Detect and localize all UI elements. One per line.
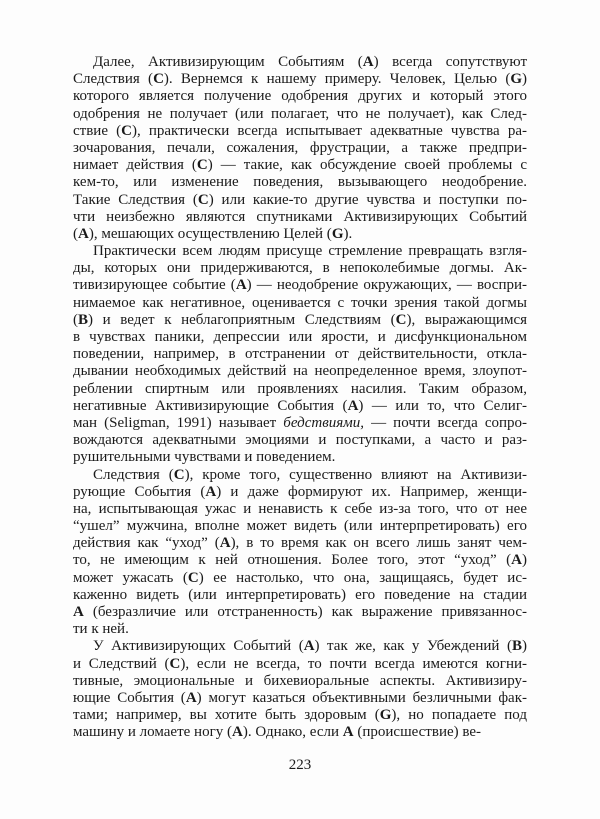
text-run: ющие События ( xyxy=(73,689,186,706)
bold-term: G xyxy=(510,71,522,88)
text-run: ) xyxy=(522,552,527,569)
bold-term: A xyxy=(73,604,84,620)
text-run: ), если не всегда, то почти всегда имеются когни- xyxy=(180,655,527,672)
bold-term: C xyxy=(197,191,209,208)
text-line xyxy=(73,157,527,174)
text-run: ти к ней. xyxy=(73,621,129,638)
paragraph xyxy=(73,54,527,243)
text-run: ). xyxy=(343,225,353,242)
italic-term: бедствиями, xyxy=(283,414,364,431)
text-run: машину и ломаете ногу ( xyxy=(73,724,232,741)
bold-term: A xyxy=(347,397,359,414)
text-run: ман (Seligman, 1991) называет xyxy=(73,414,284,431)
text-run: поведении, например, в отстранении от действительности, откла- xyxy=(73,346,527,363)
bold-term: A xyxy=(303,638,315,655)
text-run: ). Вернемся к нашему примеру. Человек, Целью ( xyxy=(163,71,511,88)
text-line xyxy=(73,243,527,260)
text-line xyxy=(73,381,527,398)
text-run: ), выражающимся xyxy=(406,311,528,328)
text-run: ), в то время как он всего лишь занят чем- xyxy=(230,535,528,552)
bold-term: C xyxy=(187,569,199,586)
text-run: нимаемое как негативное, оценивается с точки зрения такой догмы xyxy=(73,294,527,311)
text-line xyxy=(73,690,527,707)
text-line xyxy=(73,673,527,690)
text-run: Следствия ( xyxy=(93,466,174,483)
text-line xyxy=(73,106,527,123)
text-line xyxy=(73,192,527,209)
text-run: Такие Следствия ( xyxy=(73,191,198,208)
bold-term: A xyxy=(511,552,522,569)
text-run: рующие События ( xyxy=(73,483,206,500)
bold-term: A xyxy=(205,483,217,500)
text-line xyxy=(73,260,527,277)
text-run: ), практически всегда испытывает адекватные чувства ра- xyxy=(131,122,527,139)
bold-term: A xyxy=(219,535,231,552)
text-run: ), но попадаете под xyxy=(391,707,527,724)
text-run: тами; например, вы хотите быть здоровым ( xyxy=(73,707,380,724)
bold-term: C xyxy=(173,466,185,483)
text-run: Практически всем людям присуще стремление превращать взгля- xyxy=(93,243,527,260)
bold-term: A xyxy=(185,689,197,706)
bold-term: C xyxy=(169,655,181,672)
text-run: ( xyxy=(73,225,78,242)
text-run: ) так же, как у Убеждений ( xyxy=(314,638,512,655)
text-run: ) — неодобрение окружающих, — воспри- xyxy=(246,277,528,294)
text-line xyxy=(73,88,527,105)
text-line xyxy=(73,432,527,449)
text-line xyxy=(73,295,527,312)
page-number: 223 xyxy=(288,757,312,773)
text-run: Далее, Активизирующим Событиям ( xyxy=(93,54,363,70)
text-run: на, испытывающая ужас и ненависть к себе из-за того, что от нее xyxy=(73,500,527,517)
text-line xyxy=(73,346,527,363)
text-run: ды, которых они придерживаются, в непоколебимые догмы. Ак- xyxy=(73,260,527,277)
text-run: чти неизбежно являются спутниками Активизирующих Событий xyxy=(73,208,527,225)
text-run: вождаются адекватными эмоциями и поступками, а часто и раз- xyxy=(73,432,527,449)
bold-term: C xyxy=(196,157,208,174)
text-line xyxy=(73,71,527,88)
text-run: Следствия ( xyxy=(73,71,154,88)
paragraph xyxy=(73,243,527,466)
text-line xyxy=(73,54,527,71)
text-line xyxy=(73,656,527,673)
text-run: кем-то, или изменение поведения, вызывающего неодобрение. xyxy=(73,174,527,191)
text-run: ) ее настолько, что она, защищаясь, будет ис- xyxy=(198,569,527,586)
text-line xyxy=(73,312,527,329)
text-run: реблении спиртным или проявлениях насилия. Таким образом, xyxy=(73,380,527,397)
text-run: ) и даже формируют их. Например, женщи- xyxy=(216,483,527,500)
body-text xyxy=(73,54,527,742)
text-line xyxy=(73,638,527,655)
text-line xyxy=(73,552,527,569)
text-line xyxy=(73,277,527,294)
text-run: тивные, эмоциональные и бихевиоральные аспекты. Активизиру- xyxy=(73,672,527,689)
text-run: ) или какие-то другие чувства и поступки по- xyxy=(208,191,528,208)
paragraph xyxy=(73,467,527,639)
text-run: в чувствах паники, депрессии или ярости, и дисфункциональном xyxy=(73,329,527,345)
bold-term: C xyxy=(153,71,164,88)
text-run: “ушел” мужчина, вполне может видеть (или интерпретировать) его xyxy=(73,518,527,535)
bold-term: G xyxy=(331,225,344,242)
text-line xyxy=(73,467,527,484)
text-run: зочарования, печали, сожаления, фрустрации, а также предпри- xyxy=(73,139,527,156)
text-run: дывании необходимых действий на неопределенное время, злоупот- xyxy=(73,363,527,380)
text-run: каженно видеть (или интерпретировать) его поведение на стадии xyxy=(73,586,527,603)
bold-term: A xyxy=(342,724,354,741)
text-run: одобрения не получает (или полагает, что не получает), как След- xyxy=(73,105,527,122)
text-line xyxy=(73,329,527,346)
bold-term: B xyxy=(78,311,89,328)
text-run: ) xyxy=(522,638,527,655)
bold-term: B xyxy=(511,638,522,655)
text-run: ) xyxy=(522,71,527,88)
text-line xyxy=(73,123,527,140)
text-line xyxy=(73,707,527,724)
text-line xyxy=(73,140,527,157)
bold-term: C xyxy=(121,122,132,139)
bold-term: A xyxy=(362,54,374,70)
text-run: действия как “уход” ( xyxy=(73,535,220,552)
text-run: ствие ( xyxy=(73,122,122,139)
bold-term: A xyxy=(235,277,247,294)
text-run: может ужасать ( xyxy=(73,569,188,586)
text-run: тивизирующее событие ( xyxy=(73,277,236,294)
bold-term: A xyxy=(78,225,89,242)
text-run: ) могут казаться объективными безличными фак- xyxy=(196,689,527,706)
text-line xyxy=(73,174,527,191)
text-line xyxy=(73,724,527,741)
text-run: рушительными чувствами и поведением. xyxy=(73,449,336,466)
paragraph xyxy=(73,638,527,741)
text-run: которого является получение одобрения других и который этого xyxy=(73,88,527,105)
text-line xyxy=(73,621,527,638)
text-run: ) всегда сопутствуют xyxy=(373,54,527,70)
text-run: и Следствий ( xyxy=(73,655,170,672)
text-run: нимает действия ( xyxy=(73,157,197,174)
bold-term: C xyxy=(395,311,407,328)
text-line xyxy=(73,535,527,552)
text-line xyxy=(73,226,527,243)
text-line xyxy=(73,587,527,604)
bold-term: A xyxy=(231,724,243,741)
text-run: негативные Активизирующие События ( xyxy=(73,397,348,414)
text-line xyxy=(73,449,527,466)
text-line xyxy=(73,604,527,621)
text-line xyxy=(73,209,527,226)
text-run: У Активизирующих Событий ( xyxy=(93,638,304,655)
text-run: ) — такие, как обсуждение своей проблемы с xyxy=(207,157,527,174)
text-run: (безразличие или отстраненность) как выражение привязаннос- xyxy=(83,604,527,620)
bold-term: G xyxy=(379,707,392,724)
text-run: то, не имеющим к ней отношения. Более того, этот “уход” ( xyxy=(73,552,512,569)
text-run: ) и ведет к неблагоприятным Следствиям ( xyxy=(88,311,396,328)
text-run: ), мешающих осуществлению Целей ( xyxy=(88,225,332,242)
text-run: ) — или то, что Селиг- xyxy=(358,397,527,414)
text-line xyxy=(73,484,527,501)
text-run: ( xyxy=(73,311,78,328)
text-line xyxy=(73,570,527,587)
text-run: ), кроме того, существенно влияют на Активизи- xyxy=(184,466,527,483)
text-line xyxy=(73,518,527,535)
text-run: — почти всегда сопро- xyxy=(364,414,527,431)
text-line xyxy=(73,363,527,380)
text-line xyxy=(73,501,527,518)
text-run: (происшествие) ве- xyxy=(353,724,482,741)
text-run: ). Однако, если xyxy=(242,724,343,741)
text-line xyxy=(73,398,527,415)
text-line xyxy=(73,415,527,432)
